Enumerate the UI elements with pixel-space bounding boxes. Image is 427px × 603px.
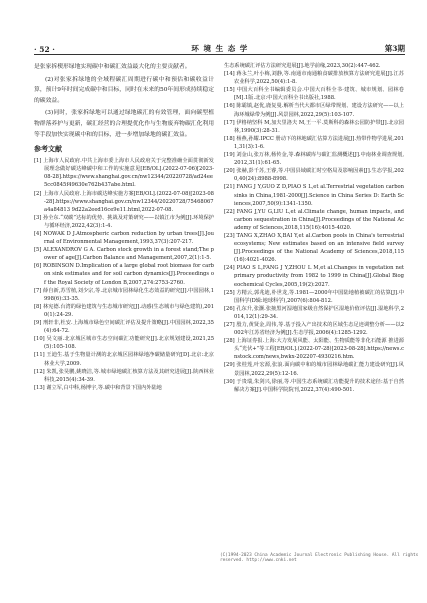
reference-item: [26] 孔东升,张灏.张掖黑河湿地国家级自然保护区湿地价值评估[J].湿地科学,2014,12(1):29-34.: [224, 305, 404, 320]
right-column: [224, 62, 404, 394]
reference-item: [15] 中国大百科全书编辑委员会.中国大百科全书·建筑、城市规划、园林卷[M].1版.北京:中国大百科全书出版社,1988.: [224, 87, 404, 102]
reference-item: [14] 蒋永兰,叶小梅,刘静,等.南通市南通粮食碳排放核算方法研究进展[J].江苏农业科学,2022,50(4):1-8.: [224, 71, 404, 86]
reference-item: [2] 上海市人民政府.上海市碳达峰实施方案[EB/OL].(2022-07-08)[2023-08-28].https://www.shanghai.gov.cn/nw12344/20220728/75468067a4a84813 9d22a2eed16ce9e11.html,2022-07-08.: [34, 190, 214, 213]
reference-item: [29] 张桂莲,叶宏源,张浪.面向碳中和的城市园林绿地碳汇能力建设研究[J].风景园林,2022,29(5):12-16.: [224, 362, 404, 377]
reference-item: [8] 林宪德.台湾的绿色建筑与生态城市研究[J].动感(生态城市与绿色建筑),2010(1):24-29.: [34, 303, 214, 318]
issue-number: 第3期: [384, 44, 405, 53]
paragraph-conclusion-3: (3)同时，张家拆绿地可以通过绿地碳汇的有效管理，面向碳型植物群落养护与更新，碳汇经营的合理提优化作与生物废弃物碳汇化利用等手段加快实现碳中和的目标，进一步增加绿地的碳汇效益。: [34, 110, 214, 138]
references-heading: 参考文献: [34, 145, 62, 154]
reference-item: [23] TANG X,ZHAO X,BAI Y,et al.Carbon pools in China's terrestrial ecosystems; New estimates based on an intensive field survey[J].Proceedings of the National Academy of Sciences,2018,115(16):4021-4026.: [224, 232, 404, 264]
reference-item: [24] PIAO S L,FANG J Y,ZHOU L M,et al.Changes in vegetation net primary productivity from 1982 to 1999 in China[J].Global Biogeochemical Cycles,2005,19(2):2027.: [224, 265, 404, 288]
reference-item: [12] 朱凯,张昊鹏,姚晓洁,等.城市绿地碳汇核算方法及其研究进展[J].陕西林业科技,2015(4):34-39.: [34, 368, 214, 383]
reference-item: [17] 伊格纳坚科 M,加夫里洛夫 M,王一平.莫斯科的森林公园防护带[J].北京园林,1990(3):28-31.: [224, 119, 404, 134]
reference-list-left: [34, 157, 214, 392]
reference-item: [9] 刑轩非,杜安.上海城市绿色空间碳汇评估及提升策略[J].中国园林,2022,35(4):64-72.: [34, 320, 214, 335]
reference-item: [3] 孙全东.“双碳”达标的优势、挑战及对策研究——以镇江市为例[J].环境保护与循环经济,2022,42(3):1-4.: [34, 214, 214, 229]
running-header: [34, 40, 405, 55]
reference-item: [1] 上海市人民政府.中共上海市委上海市人民政府关于完整准确全面贯彻新发展理念做好碳达峰碳中和工作的实施意见[EB/OL].(2022-07-06)[2023-08-28].https://www.shanghai.gov.cn/nw12344/20220728/ad24ee5cc0845f49630e762b437abe.html.: [34, 158, 214, 189]
reference-item: [18] 杨燕,孙耀.IPCC 册动下的林地碳汇估算方法进展[J].热带作物学进展,2011,31(3):1-6.: [224, 135, 404, 150]
journal-title: 环 境 生 态 学: [191, 44, 249, 53]
reference-item: 生态系统碳汇评估方法研究进展[J].地学前缘,2023,30(2):447-462.: [224, 63, 381, 69]
two-column-body: [34, 62, 405, 394]
reference-item: [30] 于贵瑞,朱剑兴,徐丽,等.中国生态系统碳汇功能提升的技术途径:基于自然解决方案[J].中国科学院院刊,2022,37(4):490-501.: [224, 378, 404, 393]
reference-item: [28] 上海证券报.上海:大力发展风能、太阳能、生物质能等非化石能源 推进源头“光伏+”等工程[EB/OL].(2022-07-28)[2023-08-28].https://news.cnstock.com/news,bwkx-202207-4930216.htm.: [224, 338, 404, 361]
reference-list-right: [224, 62, 404, 394]
reference-item: [11] 王迪生.基于生物量计测的北京城区园林绿地净碳储量研究[D].北京:北京林业大学,2009.: [34, 352, 214, 367]
reference-item: [21] FANG J Y,GUO Z D,PIAO S L,et al.Terrestrial vegetation carbon sinks in China,1981-2000[J].Science in China Series D: Earth Sciences,2007,50(9):1341-1350.: [224, 184, 404, 207]
left-column: [34, 62, 214, 394]
reference-item: [7] 薛自新,苏雪植,刘少宗,等.北京城市园林绿化生态效益的研究[J].中国园林,1998(6):33-35.: [34, 287, 214, 302]
reference-item: [10] 吴文丽.北京城区城市生态空间碳汇功能研究[J].北京规划建设,2021,25(5):105-108.: [34, 336, 214, 351]
reference-item: [4] NOWAK D J.Atmospheric carbon reduction by urban trees[J].Journal of Environmental Management,1993,37(3):207-217.: [34, 231, 214, 246]
copyright-footer: (C)1994-2023 China Academic Journal Electronic Publishing House. All rights reserved. http://www.cnki.net: [220, 553, 419, 563]
reference-item: [22] FANG J,YU G,LIU L,et al.Climate change, human impacts, and carbon sequestration in China[J].Proceedings of the National Academy of Sciences,2018,115(16):4015-4020.: [224, 208, 404, 231]
paragraph-conclusion-2: (2)对张家拆绿地的全域程碳汇周期进行碳中和预估和碳收益计算，预计9年时间完成碳中和目标，同时在未来的50年间形成持续稳定的碳效益。: [34, 76, 214, 104]
reference-item: [20] 张赫,彭千苏,王睿,等.中国县域碳汇时空格局及影响因素[J].生态学报,2020,40(24):8988-8998.: [224, 168, 404, 183]
paragraph-intro: 是张家拆楔形绿地实现碳中和碳汇效益最大化的主要贡献者。: [34, 64, 191, 70]
reference-item: [25] 方精云,郭兆迪,朴世龙,等.1981—2000年中国陆地植被碳汇的估算[J].中国科学(D辑:地球科学),2007(6):804-812.: [224, 289, 404, 304]
reference-item: [27] 殷力,黄贤金,周伟,等.基于投入产出技术的区域生态足迹调整分析——以2002年江苏省经济为例[J].生态学报,2006(4):1285-1292.: [224, 322, 404, 337]
reference-item: [6] ROBINSON D.Implication of a large global root biomass for carbon sink estimates and for soil carbon dynamics[J].Proceedings of the Royal Society of London B,2007,274:2753-2760.: [34, 263, 214, 286]
reference-item: [13] 谢立军,白中科,杨博宇,等.碳中和背景下国内外陆地: [34, 384, 162, 391]
page-number: · 52 ·: [34, 45, 55, 54]
reference-item: [16] 陈霸镇,赵优,鹿复曼.解析当代大都市区绿带规划、建设方法研究——以上海环城绿带为例[J].风景园林,2022,29(5):103-107.: [224, 103, 404, 118]
reference-item: [5] ALEXANDROV G A. Carbon stock growth in a forest stand;The power of age[J].Carbon Balance and Management,2007,2(1):1-5.: [34, 247, 214, 262]
reference-item: [19] 刘金山,张万林,杨传金,等.森林碳库与碳汇监测概述[J].中南林业调查规划,2012,31(1):61-65.: [224, 152, 404, 167]
